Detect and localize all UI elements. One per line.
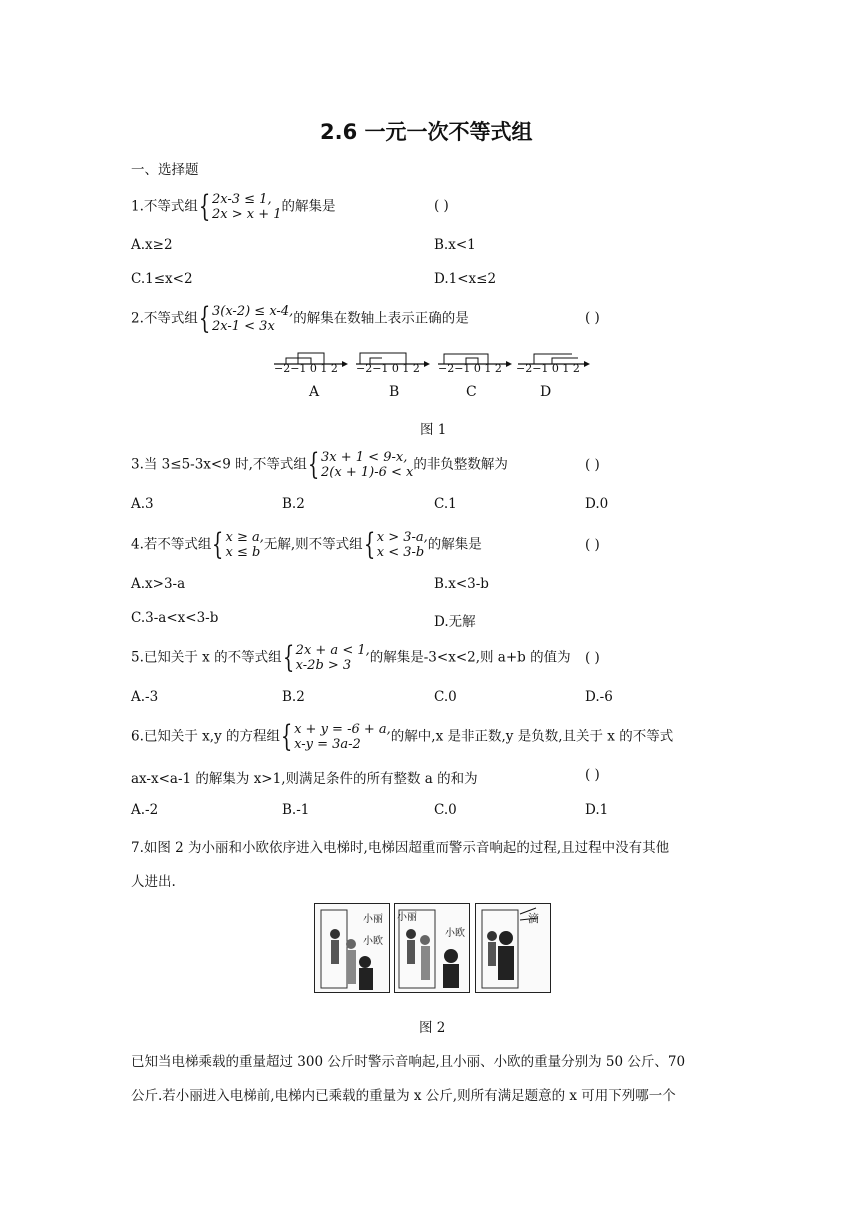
q7-line-2: 人进出. (131, 874, 176, 890)
panel-3-label-beep: 滴 (528, 912, 539, 925)
q7-line-1: 7.如图 2 为小丽和小欧依序进入电梯时,电梯因超重而警示音响起的过程,且过程中没有其他 (131, 840, 670, 856)
q5-option-c: C.0 (434, 689, 457, 705)
panel-2-label-xiaoli: 小丽 (397, 912, 417, 923)
q1-option-a: A.x≥2 (131, 237, 173, 253)
q2-line-2: 2x-1 < 3x (211, 319, 275, 334)
section-heading: 一、选择题 (131, 162, 199, 178)
q6-option-d: D.1 (585, 802, 609, 818)
q3-option-c: C.1 (434, 496, 457, 512)
q1-answer-paren: ( ) (434, 198, 449, 214)
figure-1-caption: 图 1 (420, 422, 447, 438)
question-5 (131, 640, 571, 675)
q2-suffix: 的解集在数轴上表示正确的是 (293, 310, 469, 327)
q4-suffix: 的解集是 (427, 536, 482, 553)
question-3 (131, 447, 508, 482)
q6-option-a: A.-2 (131, 802, 159, 818)
page-title: 2.6 一元一次不等式组 (320, 120, 533, 144)
q6-system: { x + y = -6 + a, x-y = 3a-2 (280, 719, 391, 754)
q6-answer-paren: ( ) (585, 767, 600, 783)
q1-option-c: C.1≤x<2 (131, 271, 193, 287)
q1-system: { 2x-3 ≤ 1, 2x > x + 1 (198, 189, 282, 224)
q6-suffix: 的解中,x 是非正数,y 是负数,且关于 x 的不等式 (390, 728, 674, 745)
q4-option-d: D.无解 (434, 614, 476, 630)
q4-option-c: C.3-a<x<3-b (131, 610, 219, 626)
q3-prefix: 3.当 3≤5-3x<9 时,不等式组 (131, 456, 307, 473)
q4-system-1: { x ≥ a, x ≤ b (212, 527, 264, 562)
q6-option-c: C.0 (434, 802, 457, 818)
axis-ticks-d: −2−1 0 1 2 (516, 362, 580, 375)
q4-prefix: 4.若不等式组 (131, 536, 212, 553)
q4-sys2-line-1: x > 3-a, (376, 530, 428, 545)
q6-line-2: x-y = 3a-2 (294, 737, 361, 752)
q6-option-b: B.-1 (282, 802, 310, 818)
panel-2-label-xiaoou: 小欧 (445, 928, 465, 939)
q3-answer-paren: ( ) (585, 457, 600, 473)
axis-ticks-c: −2−1 0 1 2 (438, 362, 502, 375)
figure-label-b: B (389, 384, 400, 400)
q5-system: { 2x + a < 1, x-2b > 3 (282, 640, 370, 675)
q1-line-1: 2x-3 ≤ 1, (211, 192, 272, 207)
q4-option-b: B.x<3-b (434, 576, 489, 592)
q3-option-d: D.0 (585, 496, 609, 512)
q4-mid: 无解,则不等式组 (263, 536, 363, 553)
q4-sys1-line-2: x ≤ b (225, 545, 261, 560)
question-6 (131, 719, 674, 754)
q5-line-2: x-2b > 3 (295, 658, 352, 673)
q2-answer-paren: ( ) (585, 310, 600, 326)
q4-sys2-line-2: x < 3-b (376, 545, 425, 560)
q6-prefix: 6.已知关于 x,y 的方程组 (131, 728, 280, 745)
axis-ticks-b: −2−1 0 1 2 (356, 362, 420, 375)
q3-line-1: 3x + 1 < 9-x, (321, 450, 408, 465)
q3-option-b: B.2 (282, 496, 305, 512)
q5-line-1: 2x + a < 1, (295, 643, 370, 658)
elevator-panel-1 (314, 903, 390, 993)
panel-1-label-xiaoou: 小欧 (363, 936, 383, 947)
elevator-panel-2 (394, 903, 470, 993)
figure-label-c: C (466, 384, 477, 400)
q1-line-2: 2x > x + 1 (211, 207, 282, 222)
q4-system-2: { x > 3-a, x < 3-b (363, 527, 428, 562)
q7-paragraph-2: 公斤.若小丽进入电梯前,电梯内已乘载的重量为 x 公斤,则所有满足题意的 x 可用下列哪一个 (131, 1088, 676, 1104)
question-1 (131, 189, 336, 224)
q2-prefix: 2.不等式组 (131, 310, 198, 327)
q3-system: { 3x + 1 < 9-x, 2(x + 1)-6 < x (307, 447, 414, 482)
panel-1-label-xiaoli: 小丽 (363, 914, 383, 925)
q3-option-a: A.3 (131, 496, 154, 512)
q3-suffix: 的非负整数解为 (413, 456, 508, 473)
figure-label-a: A (309, 384, 320, 400)
q3-line-2: 2(x + 1)-6 < x (321, 465, 414, 480)
q4-sys1-line-1: x ≥ a, (225, 530, 264, 545)
q5-answer-paren: ( ) (585, 650, 600, 666)
q6-line-2-text: ax-x<a-1 的解集为 x>1,则满足条件的所有整数 a 的和为 (131, 771, 478, 787)
figure-label-d: D (540, 384, 552, 400)
q5-option-a: A.-3 (131, 689, 159, 705)
q2-line-1: 3(x-2) ≤ x-4, (211, 304, 294, 319)
q4-answer-paren: ( ) (585, 537, 600, 553)
figure-2-caption: 图 2 (419, 1020, 446, 1036)
q1-option-b: B.x<1 (434, 237, 476, 253)
q1-suffix: 的解集是 (281, 198, 336, 215)
q6-line-1: x + y = -6 + a, (294, 722, 391, 737)
q5-option-d: D.-6 (585, 689, 613, 705)
elevator-panel-3 (475, 903, 551, 993)
q1-option-d: D.1<x≤2 (434, 271, 497, 287)
axis-ticks-a: −2−1 0 1 2 (274, 362, 338, 375)
q4-option-a: A.x>3-a (131, 576, 186, 592)
q2-system: { 3(x-2) ≤ x-4, 2x-1 < 3x (198, 301, 294, 336)
question-4 (131, 527, 482, 562)
q5-option-b: B.2 (282, 689, 305, 705)
question-2 (131, 301, 469, 336)
q5-suffix: 的解集是-3<x<2,则 a+b 的值为 (369, 649, 571, 666)
q5-prefix: 5.已知关于 x 的不等式组 (131, 649, 282, 666)
q7-paragraph-1: 已知当电梯乘载的重量超过 300 公斤时警示音响起,且小丽、小欧的重量分别为 50 公斤、70 (131, 1054, 686, 1070)
q1-prefix: 1.不等式组 (131, 198, 198, 215)
